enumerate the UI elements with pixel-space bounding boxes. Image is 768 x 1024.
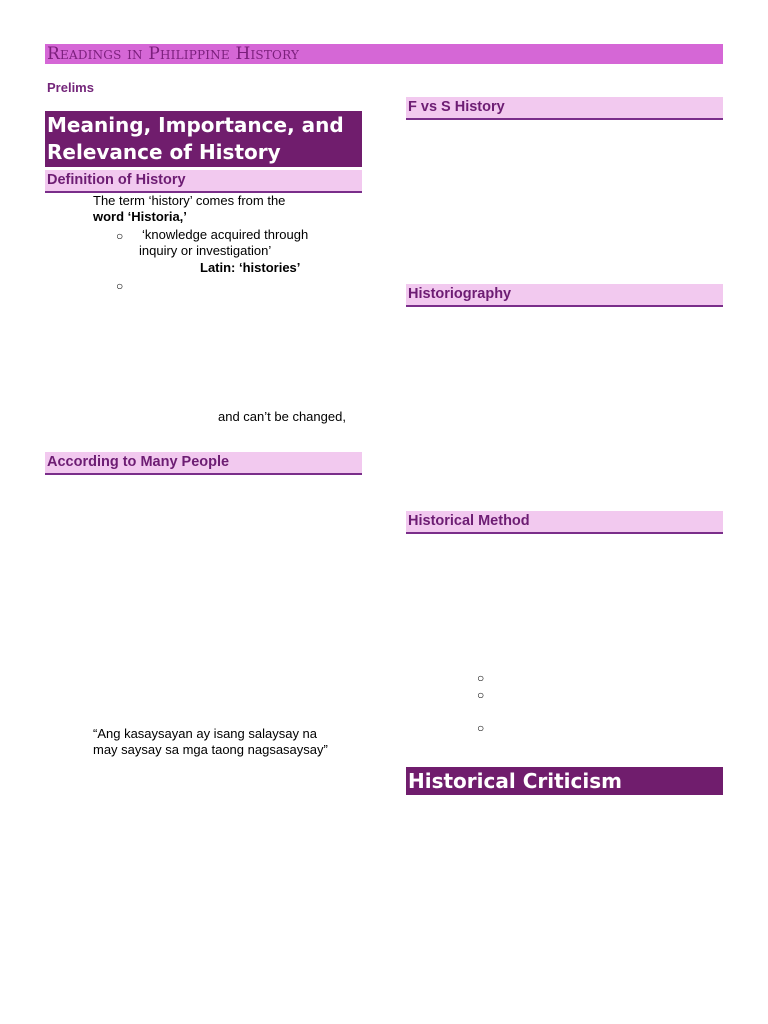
bullet-icon: ○ xyxy=(477,721,485,735)
bullet-icon: ○ xyxy=(477,671,485,685)
bullet-icon: ○ xyxy=(116,279,124,293)
bullet-icon: ○ xyxy=(116,229,124,243)
definition-line-1: The term ‘history’ comes from the xyxy=(93,193,286,208)
historical-method-heading: Historical Method xyxy=(406,511,723,534)
main-heading xyxy=(45,111,362,167)
quote-line-2: may saysay sa mga taong nagsasaysay” xyxy=(93,742,328,757)
main-heading-line2: Relevance of History xyxy=(47,140,281,164)
historiography-heading: Historiography xyxy=(406,284,723,307)
latin-line: Latin: ‘histories’ xyxy=(200,260,301,275)
definition-line-2: word ‘Historia,’ xyxy=(93,209,187,224)
many-people-heading: According to Many People xyxy=(45,452,362,475)
cant-be-changed-text: and can’t be changed, xyxy=(218,409,346,424)
prelims-label: Prelims xyxy=(47,80,94,95)
definition-heading: Definition of History xyxy=(45,170,362,193)
fvs-history-heading: F vs S History xyxy=(406,97,723,120)
historical-criticism-heading: Historical Criticism xyxy=(406,767,723,795)
quote-line-1: “Ang kasaysayan ay isang salaysay na xyxy=(93,726,318,741)
bullet-icon: ○ xyxy=(477,688,485,702)
document-title: Readings in Philippine History xyxy=(45,44,723,64)
bullet1-line-2: inquiry or investigation’ xyxy=(139,243,272,258)
main-heading-line1: Meaning, Importance, and xyxy=(47,113,344,137)
bullet1-line-1: ‘knowledge acquired through xyxy=(142,227,309,242)
